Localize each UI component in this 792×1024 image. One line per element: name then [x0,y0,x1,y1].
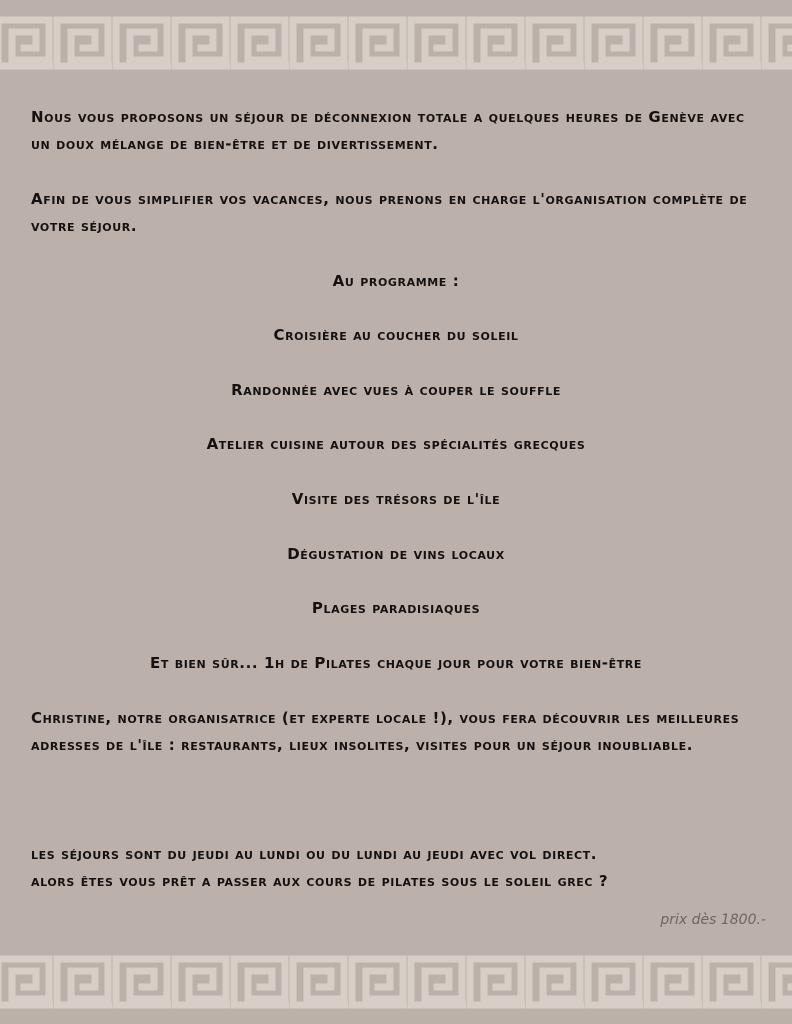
intro-paragraph-1: Nous vous proposons un séjour de déconnexion totale a quelques heures de Genève avec un doux mélange de bien-être et de divertissement. [31,108,745,153]
program-item: Atelier cuisine autour des spécialités grecques [206,435,586,453]
program-item: Randonnée avec vues à couper le souffle [231,381,561,399]
program-heading: Au programme : [332,272,460,290]
greek-key-pattern-icon [0,953,792,1011]
program-item: Et bien sûr... 1h de Pilates chaque jour pour votre bien-être [149,654,642,672]
greek-key-border-top [0,14,792,72]
intro-paragraph-2: Afin de vous simplifier vos vacances, nous prenons en charge l'organisation complète de votre séjour. [31,190,748,235]
greek-key-border-bottom [0,953,792,1011]
schedule-line-2: alors êtes vous prêt a passer aux cours de pilates sous le soleil grec ? [31,872,609,890]
organizer-paragraph: Christine, notre organisatrice (et experte locale !), vous fera découvrir les meilleures adresses de l'île : restaurants, lieux insolites, visites pour un séjour inoubliable. [31,709,740,754]
program-item: Plages paradisiaques [311,599,481,617]
greek-key-pattern-icon [0,14,792,72]
schedule-line-1: les séjours sont du jeudi au lundi ou du lundi au jeudi avec vol direct. [31,845,598,863]
price-label: prix dès 1800.- [660,912,766,928]
program-item: Visite des trésors de l'île [291,490,501,508]
program-item: Dégustation de vins locaux [287,545,505,563]
program-item: Croisière au coucher du soleil [273,326,519,344]
